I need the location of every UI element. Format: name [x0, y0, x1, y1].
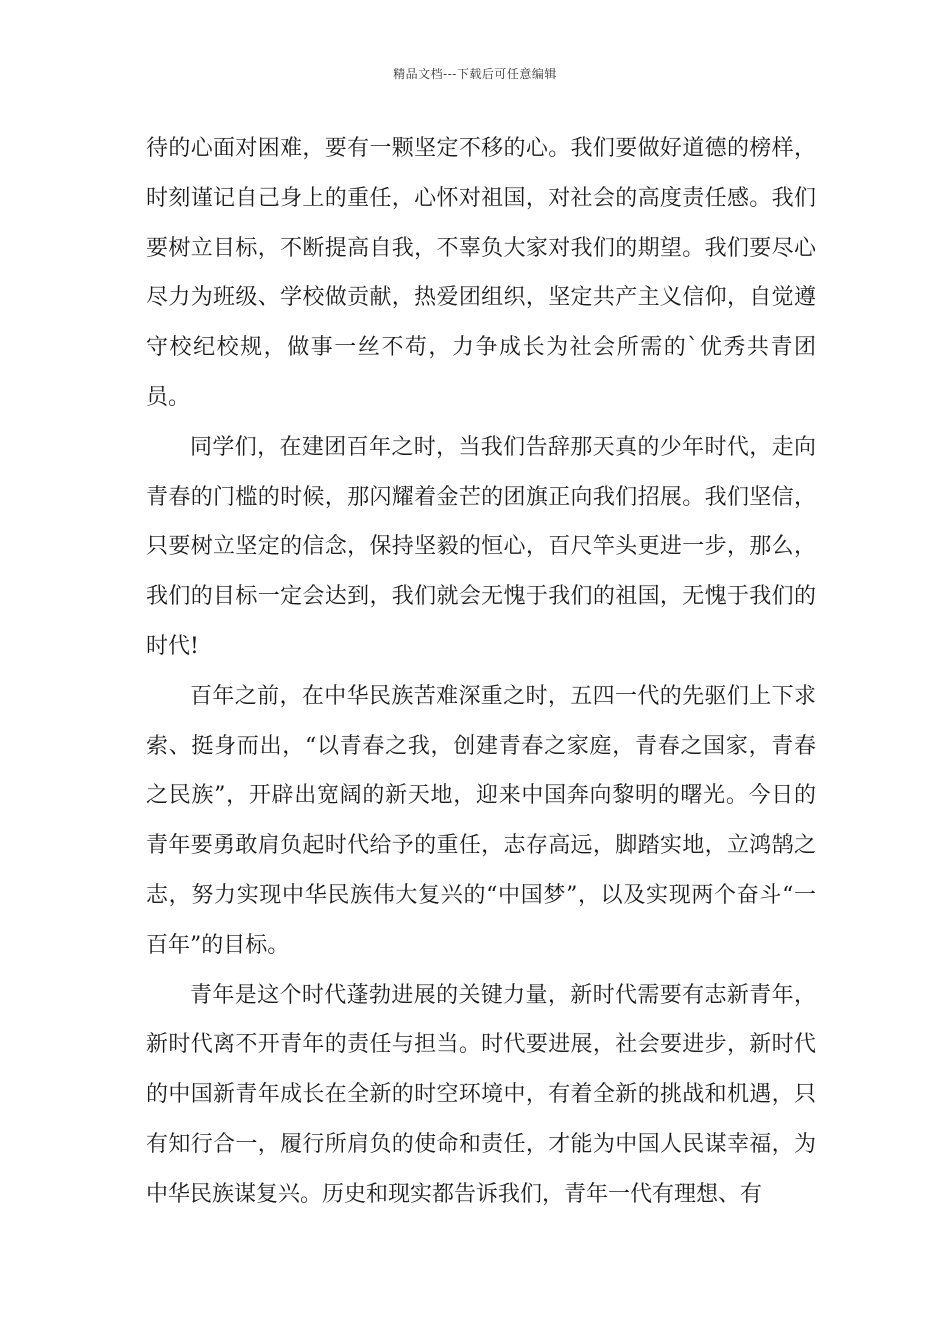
document-body — [146, 124, 816, 1220]
paragraph-2: 同学们，在建团百年之时，当我们告辞那天真的少年时代，走向青春的门槛的时候，那闪耀着金芒的团旗正向我们招展。我们坚信，只要树立坚定的信念，保持坚毅的恒心，百尺竿头更进一步，那么，我们的目标一定会达到，我们就会无愧于我们的祖国，无愧于我们的时代! — [146, 434, 816, 659]
paragraph-3: 百年之前，在中华民族苦难深重之时，五四一代的先驱们上下求索、挺身而出，“以青春之我，创建青春之家庭，青春之国家，青春之民族”，开辟出宽阔的新天地，迎来中国奔向黎明的曙光。今日的青年要勇敢肩负起时代给予的重任，志存高远，脚踏实地，立鸿鹄之志，努力实现中华民族伟大复兴的“中国梦”，以及实现两个奋斗“一百年”的目标。 — [146, 683, 816, 958]
paragraph-4: 青年是这个时代蓬勃进展的关键力量，新时代需要有志新青年，新时代离不开青年的责任与担当。时代要进展，社会要进步，新时代的中国新青年成长在全新的时空环境中，有着全新的挑战和机遇，只有知行合一，履行所肩负的使命和责任，才能为中国人民谋幸福，为中华民族谋复兴。历史和现实都告诉我们，青年一代有理想、有 — [146, 982, 816, 1207]
paragraph-1: 待的心面对困难，要有一颗坚定不移的心。我们要做好道德的榜样，时刻谨记自己身上的重任，心怀对祖国，对社会的高度责任感。我们要树立目标，不断提高自我，不辜负大家对我们的期望。我们要尽心尽力为班级、学校做贡献，热爱团组织，坚定共产主义信仰，自觉遵守校纪校规，做事一丝不苟，力争成长为社会所需的`优秀共青团员。 — [146, 136, 816, 410]
page-header: 精品文档---下载后可任意编辑 — [393, 67, 557, 81]
